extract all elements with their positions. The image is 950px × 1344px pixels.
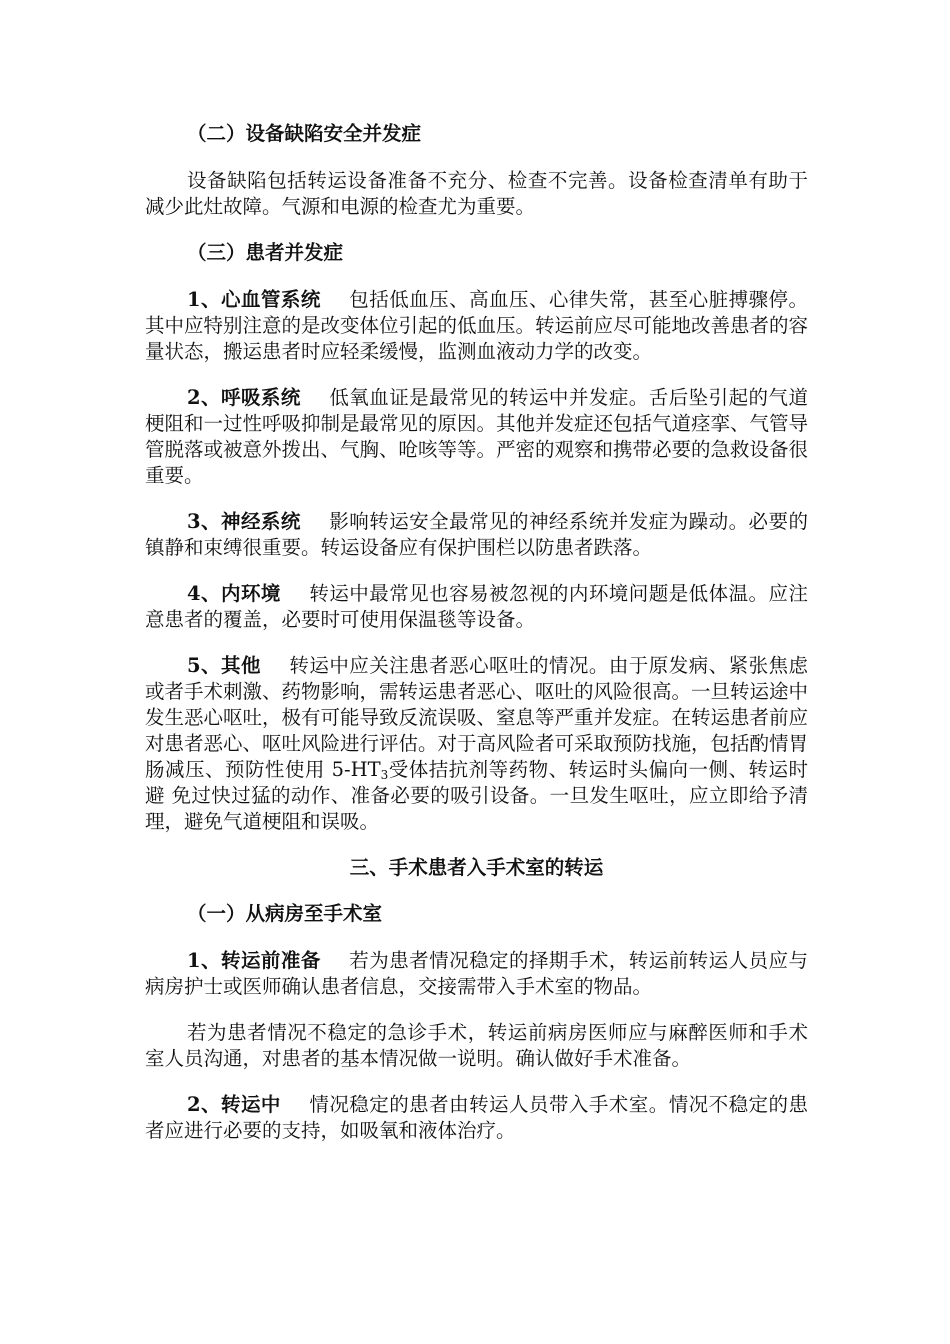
lead-nervous: 3、神经系统 <box>187 510 301 533</box>
text-other-after: 受体拮抗剂等药物、转运时头偏向一侧、转运时避 免过快过猛的动作、准备必要的吸引设备。一旦发生呕吐，应立即给予清理，避免气道梗阻和误吸。 <box>145 758 808 833</box>
paragraph-transfer-prep <box>145 948 808 1000</box>
paragraph-other <box>145 653 808 835</box>
subscript-3: 3 <box>380 768 389 782</box>
text-transfer-mid: 情况稳定的患者由转运人员带入手术室。情况不稳定的患者应进行必要的支持，如吸氧和液体治疗。 <box>145 1093 808 1142</box>
paragraph-nervous <box>145 509 808 561</box>
paragraph-internal-environment <box>145 581 808 633</box>
part-heading-transfer: 三、手术患者入手术室的转运 <box>349 856 604 879</box>
lead-cardiovascular: 1、心血管系统 <box>187 288 321 311</box>
lead-other: 5、其他 <box>187 654 261 677</box>
section-heading-ward-to-or: （一）从病房至手术室 <box>187 902 383 925</box>
section-heading-equipment: （二）设备缺陷安全并发症 <box>187 122 422 145</box>
text-internal-environment: 转运中最常见也容易被忽视的内环境问题是低体温。应注意患者的覆盖，必要时可使用保温毯等设备。 <box>145 582 808 631</box>
lead-respiratory: 2、呼吸系统 <box>187 386 301 409</box>
paragraph-respiratory <box>145 385 808 489</box>
paragraph-cardiovascular <box>145 287 808 365</box>
text-transfer-prep: 若为患者情况稳定的择期手术，转运前转运人员应与病房护士或医师确认患者信息，交接需带入手术室的物品。 <box>145 949 808 998</box>
text-respiratory: 低氧血证是最常见的转运中并发症。舌后坠引起的气道梗阻和一过性呼吸抑制是最常见的原因。其他并发症还包括气道痉挛、气管导管脱落或被意外拨出、气胸、呛咳等等。严密的观察和携带必要的急救设备很重要。 <box>145 386 809 487</box>
paragraph-emergency-surgery: 若为患者情况不稳定的急诊手术，转运前病房医师应与麻醉医师和手术室人员沟通，对患者的基本情况做一说明。确认做好手术准备。 <box>145 1021 808 1070</box>
section-heading-patient-complications: （三）患者并发症 <box>187 241 344 264</box>
lead-internal-environment: 4、内环境 <box>187 582 281 605</box>
paragraph-transfer-mid <box>145 1092 808 1144</box>
text-nervous: 影响转运安全最常见的神经系统并发症为躁动。必要的镇静和束缚很重要。转运设备应有保护围栏以防患者跌落。 <box>145 510 808 559</box>
text-other-before: 转运中应关注患者恶心呕吐的情况。由于原发病、紧张焦虑或者手术刺激、药物影响，需转运患者恶心、呕吐的风险很高。一旦转运途中发生恶心呕吐，极有可能导致反流误吸、窒息等严重并发症。在转运患者前应对患者恶心、呕吐风险进行评估。对于高风险者可采取预防找施，包括酌情胃肠减压、预防性使用 5-HT <box>145 654 809 781</box>
lead-transfer-mid: 2、转运中 <box>187 1093 281 1116</box>
lead-transfer-prep: 1、转运前准备 <box>187 949 321 972</box>
paragraph-equipment: 设备缺陷包括转运设备准备不充分、检查不完善。设备检查清单有助于减少此灶故障。气源和电源的检查尤为重要。 <box>145 169 808 218</box>
text-cardiovascular: 包括低血压、高血压、心律失常，甚至心脏搏骤停。其中应特别注意的是改变体位引起的低血压。转运前应尽可能地改善患者的容量状态，搬运患者时应轻柔缓慢，监测血液动力学的改变。 <box>145 288 809 363</box>
